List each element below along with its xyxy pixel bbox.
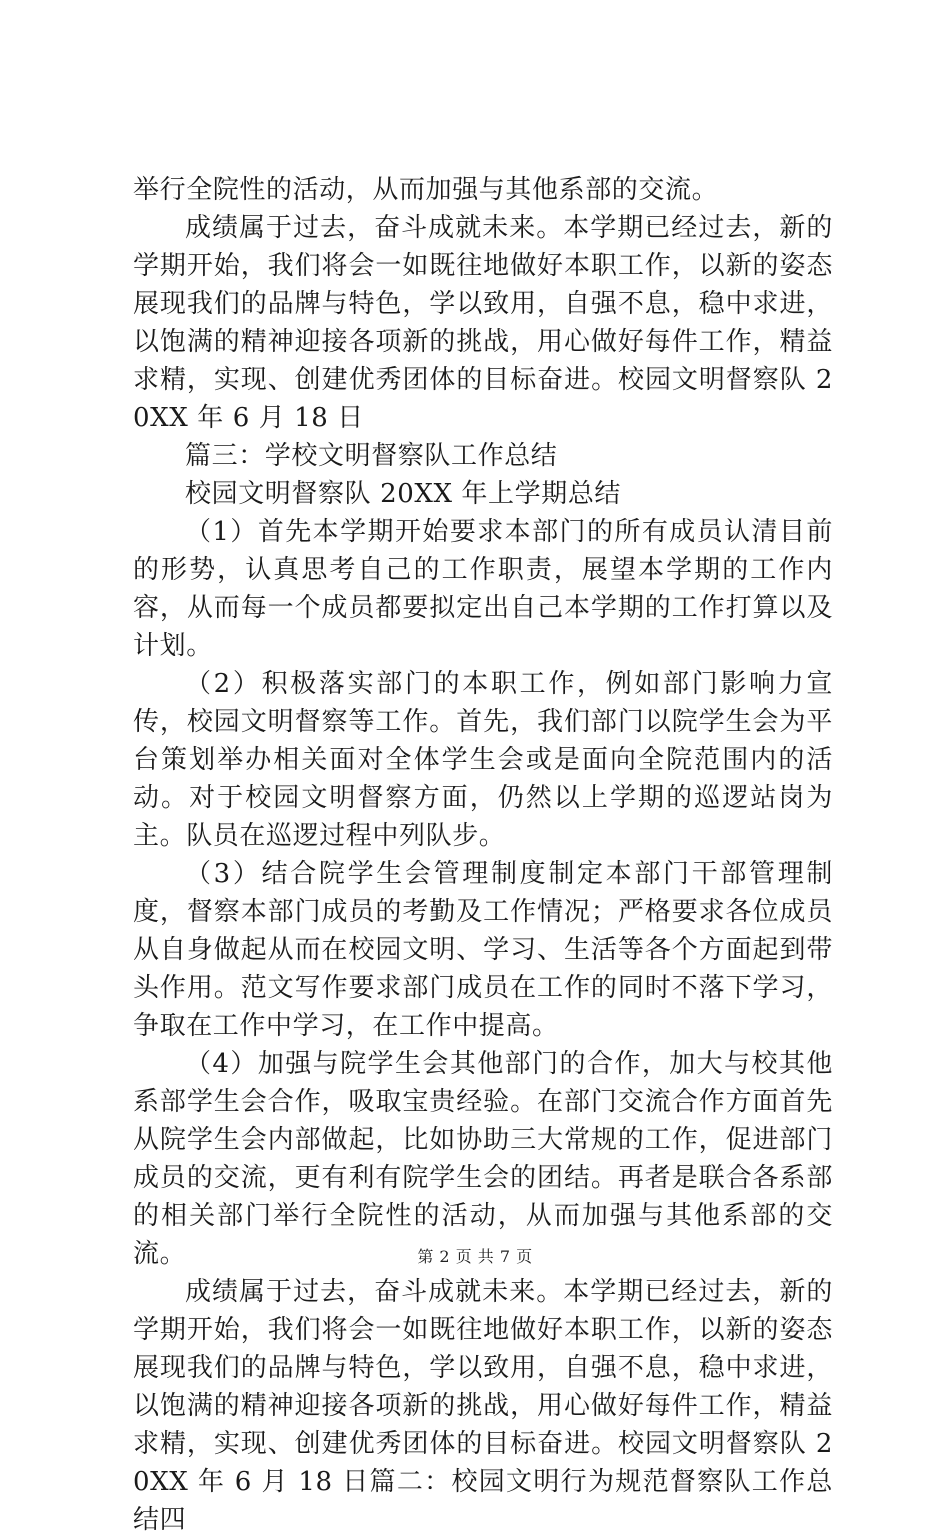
- paragraph-1: 举行全院性的活动，从而加强与其他系部的交流。: [133, 175, 719, 205]
- paragraph-item-1: （1）首先本学期开始要求本部门的所有成员认清目前的形势，认真思考自己的工作职责，展望本学期的工作内容，从而每一个成员都要拟定出自己本学期的工作打算以及计划。: [133, 517, 833, 661]
- paragraph-closing: 成绩属于过去，奋斗成就未来。本学期已经过去，新的学期开始，我们将会一如既往地做好本职工作，以新的姿态展现我们的品牌与特色，学以致用，自强不息，稳中求进，以饱满的精神迎接各项新的挑战，用心做好每件工作，精益求精，实现、创建优秀团体的目标奋进。校园文明督察队 20XX 年 6 月 18 日篇二：校园文明行为规范督察队工作总结四: [133, 1277, 833, 1535]
- section-heading: 篇三：学校文明督察队工作总结: [185, 441, 558, 471]
- paragraph-item-2: （2）积极落实部门的本职工作，例如部门影响力宣传，校园文明督察等工作。首先，我们部门以院学生会为平台策划举办相关面对全体学生会或是面向全院范围内的活动。对于校园文明督察方面，仍然以上学期的巡逻站岗为主。队员在巡逻过程中列队步。: [133, 669, 833, 851]
- document-body: [133, 171, 833, 1539]
- section-subheading: 校园文明督察队 20XX 年上学期总结: [185, 479, 622, 509]
- paragraph-item-3: （3）结合院学生会管理制度制定本部门干部管理制度，督察本部门成员的考勤及工作情况；严格要求各位成员从自身做起从而在校园文明、学习、生活等各个方面起到带头作用。范文写作要求部门成员在工作的同时不落下学习，争取在工作中学习，在工作中提高。: [133, 859, 833, 1041]
- paragraph-2: 成绩属于过去，奋斗成就未来。本学期已经过去，新的学期开始，我们将会一如既往地做好本职工作，以新的姿态展现我们的品牌与特色，学以致用，自强不息，稳中求进，以饱满的精神迎接各项新的挑战，用心做好每件工作，精益求精，实现、创建优秀团体的目标奋进。校园文明督察队 20XX 年 6 月 18 日: [133, 213, 833, 433]
- paragraph-item-4: （4）加强与院学生会其他部门的合作，加大与校其他系部学生会合作，吸取宝贵经验。在部门交流合作方面首先从院学生会内部做起，比如协助三大常规的工作，促进部门成员的交流，更有利有院学生会的团结。再者是联合各系部的相关部门举行全院性的活动，从而加强与其他系部的交流。: [133, 1049, 833, 1269]
- page-footer: 第 2 页 共 7 页: [417, 1247, 533, 1266]
